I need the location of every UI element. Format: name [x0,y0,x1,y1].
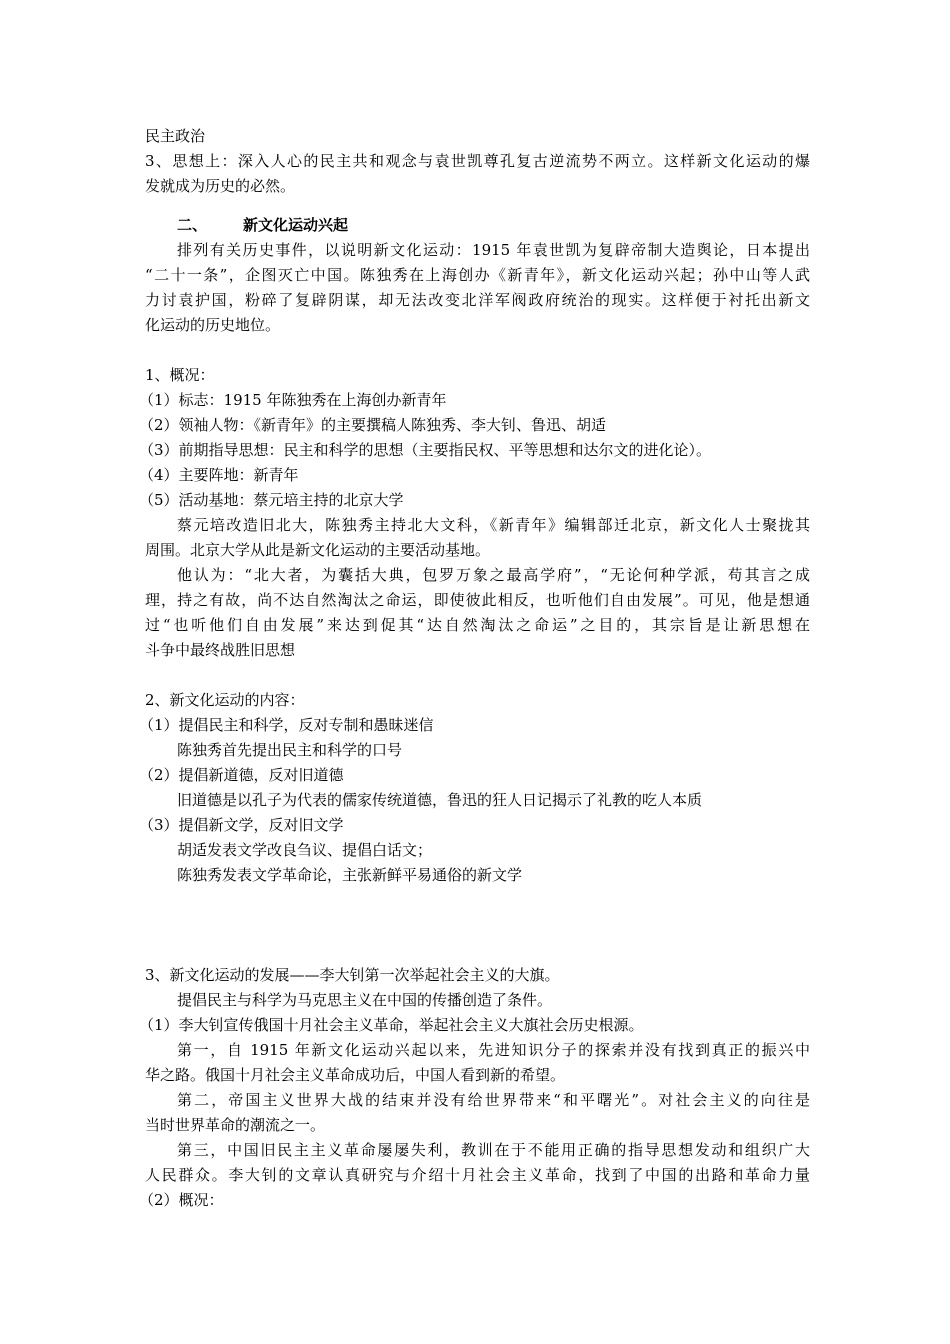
list-item: （4）主要阵地：新青年 [139,466,299,484]
section-number: 二、 [177,216,208,234]
paragraph-line: 排列有关历史事件，以说明新文化运动：1915 年袁世凯为复辟帝制大造舆论，日本提出 [177,241,810,259]
subsection-title: 1、概况： [145,366,215,384]
paragraph-line: 他认为：“北大者，为囊括大典，包罗万象之最高学府”，“无论何种学派，苟其言之成 [177,566,810,584]
list-item: （3）提倡新文学，反对旧文学 [139,816,344,834]
list-note: 胡适发表文学改良刍议、提倡白话文； [177,841,433,859]
paragraph-line: 蔡元培改造旧北大，陈独秀主持北大文科，《新青年》编辑部迁北京，新文化人士聚拢其 [177,516,810,534]
paragraph-line: 当时世界革命的潮流之一。 [145,1116,326,1134]
list-note: 陈独秀首先提出民主和科学的口号 [177,741,403,759]
paragraph-line: 过“也听他们自由发展”来达到促其“达自然淘汰之命运”之目的，其宗旨是让新思想在 [145,616,810,634]
paragraph-line: 华之路。俄国十月社会主义革命成功后，中国人看到新的希望。 [145,1066,566,1084]
paragraph-line: 斗争中最终战胜旧思想 [145,641,296,659]
list-note: 陈独秀发表文学革命论，主张新鲜平易通俗的新文学 [177,866,523,884]
intro-line: 发就成为历史的必然。 [145,177,296,195]
paragraph-line: 化运动的历史地位。 [145,316,281,334]
paragraph-line: 第三，中国旧民主主义革命屡屡失利，教训在于不能用正确的指导思想发动和组织广大 [177,1141,810,1159]
section-heading [145,213,810,238]
list-item: （2）领袖人物：《新青年》的主要撰稿人陈独秀、李大钊、鲁迅、胡适 [139,416,607,434]
paragraph-line: 第二，帝国主义世界大战的结束并没有给世界带来“和平曙光”。对社会主义的向往是 [177,1091,810,1109]
list-item: （2）提倡新道德，反对旧道德 [139,766,344,784]
list-item: （5）活动基地：蔡元培主持的北京大学 [139,491,404,509]
paragraph-line: 人民群众。李大钊的文章认真研究与介绍十月社会主义革命，找到了中国的出路和革命力量 [145,1166,810,1184]
paragraph-line: 理，持之有故，尚不达自然淘汰之命运，即使彼此相反，也听他们自由发展”。可见，他是想通 [145,591,810,609]
section-title: 新文化运动兴起 [243,216,349,234]
paragraph-line: 提倡民主与科学为马克思主义在中国的传播创造了条件。 [177,991,553,1009]
list-item: （1）提倡民主和科学，反对专制和愚昧迷信 [139,716,434,734]
paragraph-line: 力讨袁护国，粉碎了复辟阴谋，却无法改变北洋军阀政府统治的现实。这样便于衬托出新文 [145,291,810,309]
list-item: （1）李大钊宣传俄国十月社会主义革命，举起社会主义大旗社会历史根源。 [139,1016,644,1034]
intro-line: 3、思想上：深入人心的民主共和观念与袁世凯尊孔复古逆流势不两立。这样新文化运动的爆 [145,152,810,170]
paragraph-line: 周围。北京大学从此是新文化运动的主要活动基地。 [145,541,491,559]
paragraph-line: 第一，自 1915 年新文化运动兴起以来，先进知识分子的探索并没有找到真正的振兴中 [177,1041,810,1059]
list-note: 旧道德是以孔子为代表的儒家传统道德，鲁迅的狂人日记揭示了礼教的吃人本质 [177,791,703,809]
list-item: （1）标志：1915 年陈独秀在上海创办新青年 [139,391,447,409]
list-item: （2）概况： [139,1191,224,1209]
list-item: （3）前期指导思想：民主和科学的思想（主要指民权、平等思想和达尔文的进化论）。 [139,441,712,459]
document-page [139,124,810,1213]
paragraph-line: “二十一条”，企图灭亡中国。陈独秀在上海创办《新青年》，新文化运动兴起；孙中山等人武 [145,266,810,284]
intro-line: 民主政治 [145,127,206,145]
subsection-title: 3、新文化运动的发展——李大钊第一次举起社会主义的大旗。 [145,966,560,984]
subsection-title: 2、新文化运动的内容： [145,691,305,709]
